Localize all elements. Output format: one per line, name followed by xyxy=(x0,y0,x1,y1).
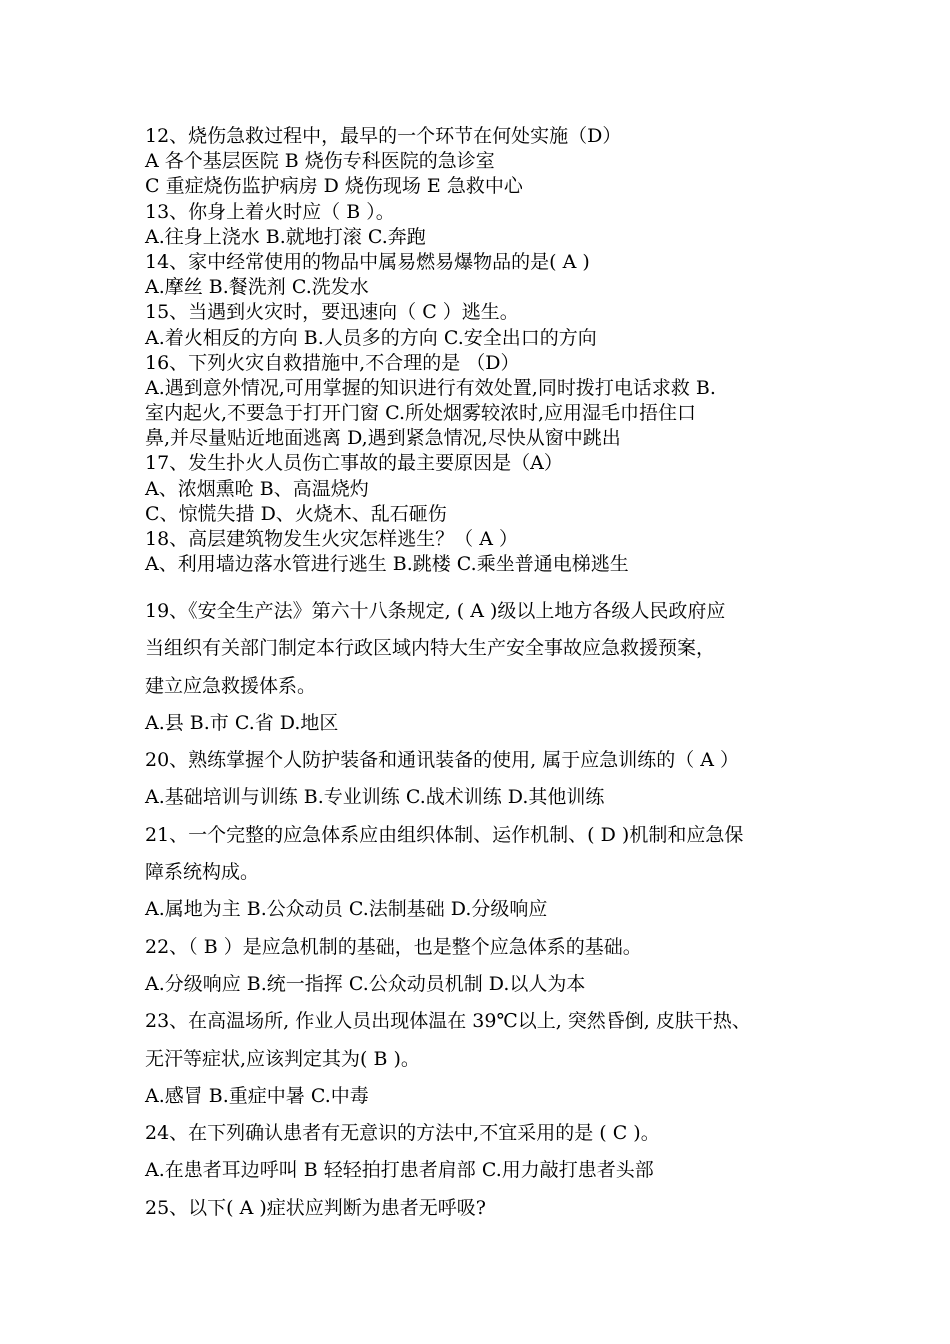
question-16-options-line-2: 室内起火,不要急于打开门窗 C.所处烟雾较浓时,应用湿毛巾捂住口 xyxy=(145,402,697,425)
question-22-options: A.分级响应 B.统一指挥 C.公众动员机制 D.以人为本 xyxy=(145,972,586,995)
question-21-stem-line-2: 障系统构成。 xyxy=(145,861,260,884)
question-block-19-25 xyxy=(145,593,825,1227)
question-14-options: A.摩丝 B.餐洗剂 C.洗发水 xyxy=(145,276,369,299)
question-19-stem-line-2: 当组织有关部门制定本行政区域内特大生产安全事故应急救援预案， xyxy=(145,637,716,660)
question-13-stem: 13、你身上着火时应（ B ）。 xyxy=(145,200,395,223)
question-19-stem-line-1: 19、《安全生产法》第六十八条规定, ( A )级以上地方各级人民政府应 xyxy=(145,600,726,622)
question-18-options: A、利用墙边落水管进行逃生 B.跳楼 C.乘坐普通电梯逃生 xyxy=(145,553,629,576)
question-19-stem-line-3: 建立应急救援体系。 xyxy=(145,674,317,697)
question-16-stem: 16、下列火灾自救措施中,不合理的是 （D） xyxy=(145,351,520,374)
question-20-stem: 20、熟练掌握个人防护装备和通讯装备的使用, 属于应急训练的（ A ） xyxy=(145,749,740,772)
question-24-stem: 24、在下列确认患者有无意识的方法中,不宜采用的是 ( C )。 xyxy=(145,1122,660,1145)
question-21-options: A.属地为主 B.公众动员 C.法制基础 D.分级响应 xyxy=(145,898,548,921)
question-17-options-line-2: C、惊慌失措 D、火烧木、乱石砸伤 xyxy=(145,502,447,525)
question-12-stem: 12、烧伤急救过程中，最早的一个环节在何处实施（D） xyxy=(145,125,622,147)
question-23-options: A.感冒 B.重症中暑 C.中毒 xyxy=(145,1084,369,1107)
question-15-stem: 15、当遇到火灾时，要迅速向（ C ）逃生。 xyxy=(145,301,519,324)
question-16-options-line-1: A.遇到意外情况,可用掌握的知识进行有效处置,同时拨打电话求救 B. xyxy=(145,376,716,399)
question-25-stem: 25、以下( A )症状应判断为患者无呼吸? xyxy=(145,1196,486,1219)
question-17-stem: 17、发生扑火人员伤亡事故的最主要原因是（A） xyxy=(145,452,563,475)
question-23-stem-line-1: 23、在高温场所, 作业人员出现体温在 39℃以上, 突然昏倒, 皮肤干热、 xyxy=(145,1010,751,1033)
question-21-stem-line-1: 21、一个完整的应急体系应由组织体制、运作机制、( D )机制和应急保 xyxy=(145,823,744,846)
question-24-options: A.在患者耳边呼叫 B 轻轻拍打患者肩部 C.用力敲打患者头部 xyxy=(145,1159,654,1182)
question-18-stem: 18、高层建筑物发生火灾怎样逃生？（ A ） xyxy=(145,528,518,550)
question-12-options-line-1: A 各个基层医院 B 烧伤专科医院的急诊室 xyxy=(145,150,495,173)
question-block-12-18 xyxy=(145,124,825,577)
question-16-options-line-3: 鼻,并尽量贴近地面逃离 D,遇到紧急情况,尽快从窗中跳出 xyxy=(145,427,621,450)
question-14-stem: 14、家中经常使用的物品中属易燃易爆物品的是( A ) xyxy=(145,250,590,273)
question-20-options: A.基础培训与训练 B.专业训练 C.战术训练 D.其他训练 xyxy=(145,786,605,809)
question-15-options: A.着火相反的方向 B.人员多的方向 C.安全出口的方向 xyxy=(145,326,597,349)
question-19-options: A.县 B.市 C.省 D.地区 xyxy=(145,711,339,734)
question-17-options-line-1: A、浓烟熏呛 B、高温烧灼 xyxy=(145,477,369,500)
question-22-stem: 22、（ B ）是应急机制的基础，也是整个应急体系的基础。 xyxy=(145,935,642,958)
question-23-stem-line-2: 无汗等症状,应该判定其为( B )。 xyxy=(145,1047,420,1070)
question-12-options-line-2: C 重症烧伤监护病房 D 烧伤现场 E 急救中心 xyxy=(145,175,523,198)
question-13-options: A.往身上浇水 B.就地打滚 C.奔跑 xyxy=(145,225,426,248)
